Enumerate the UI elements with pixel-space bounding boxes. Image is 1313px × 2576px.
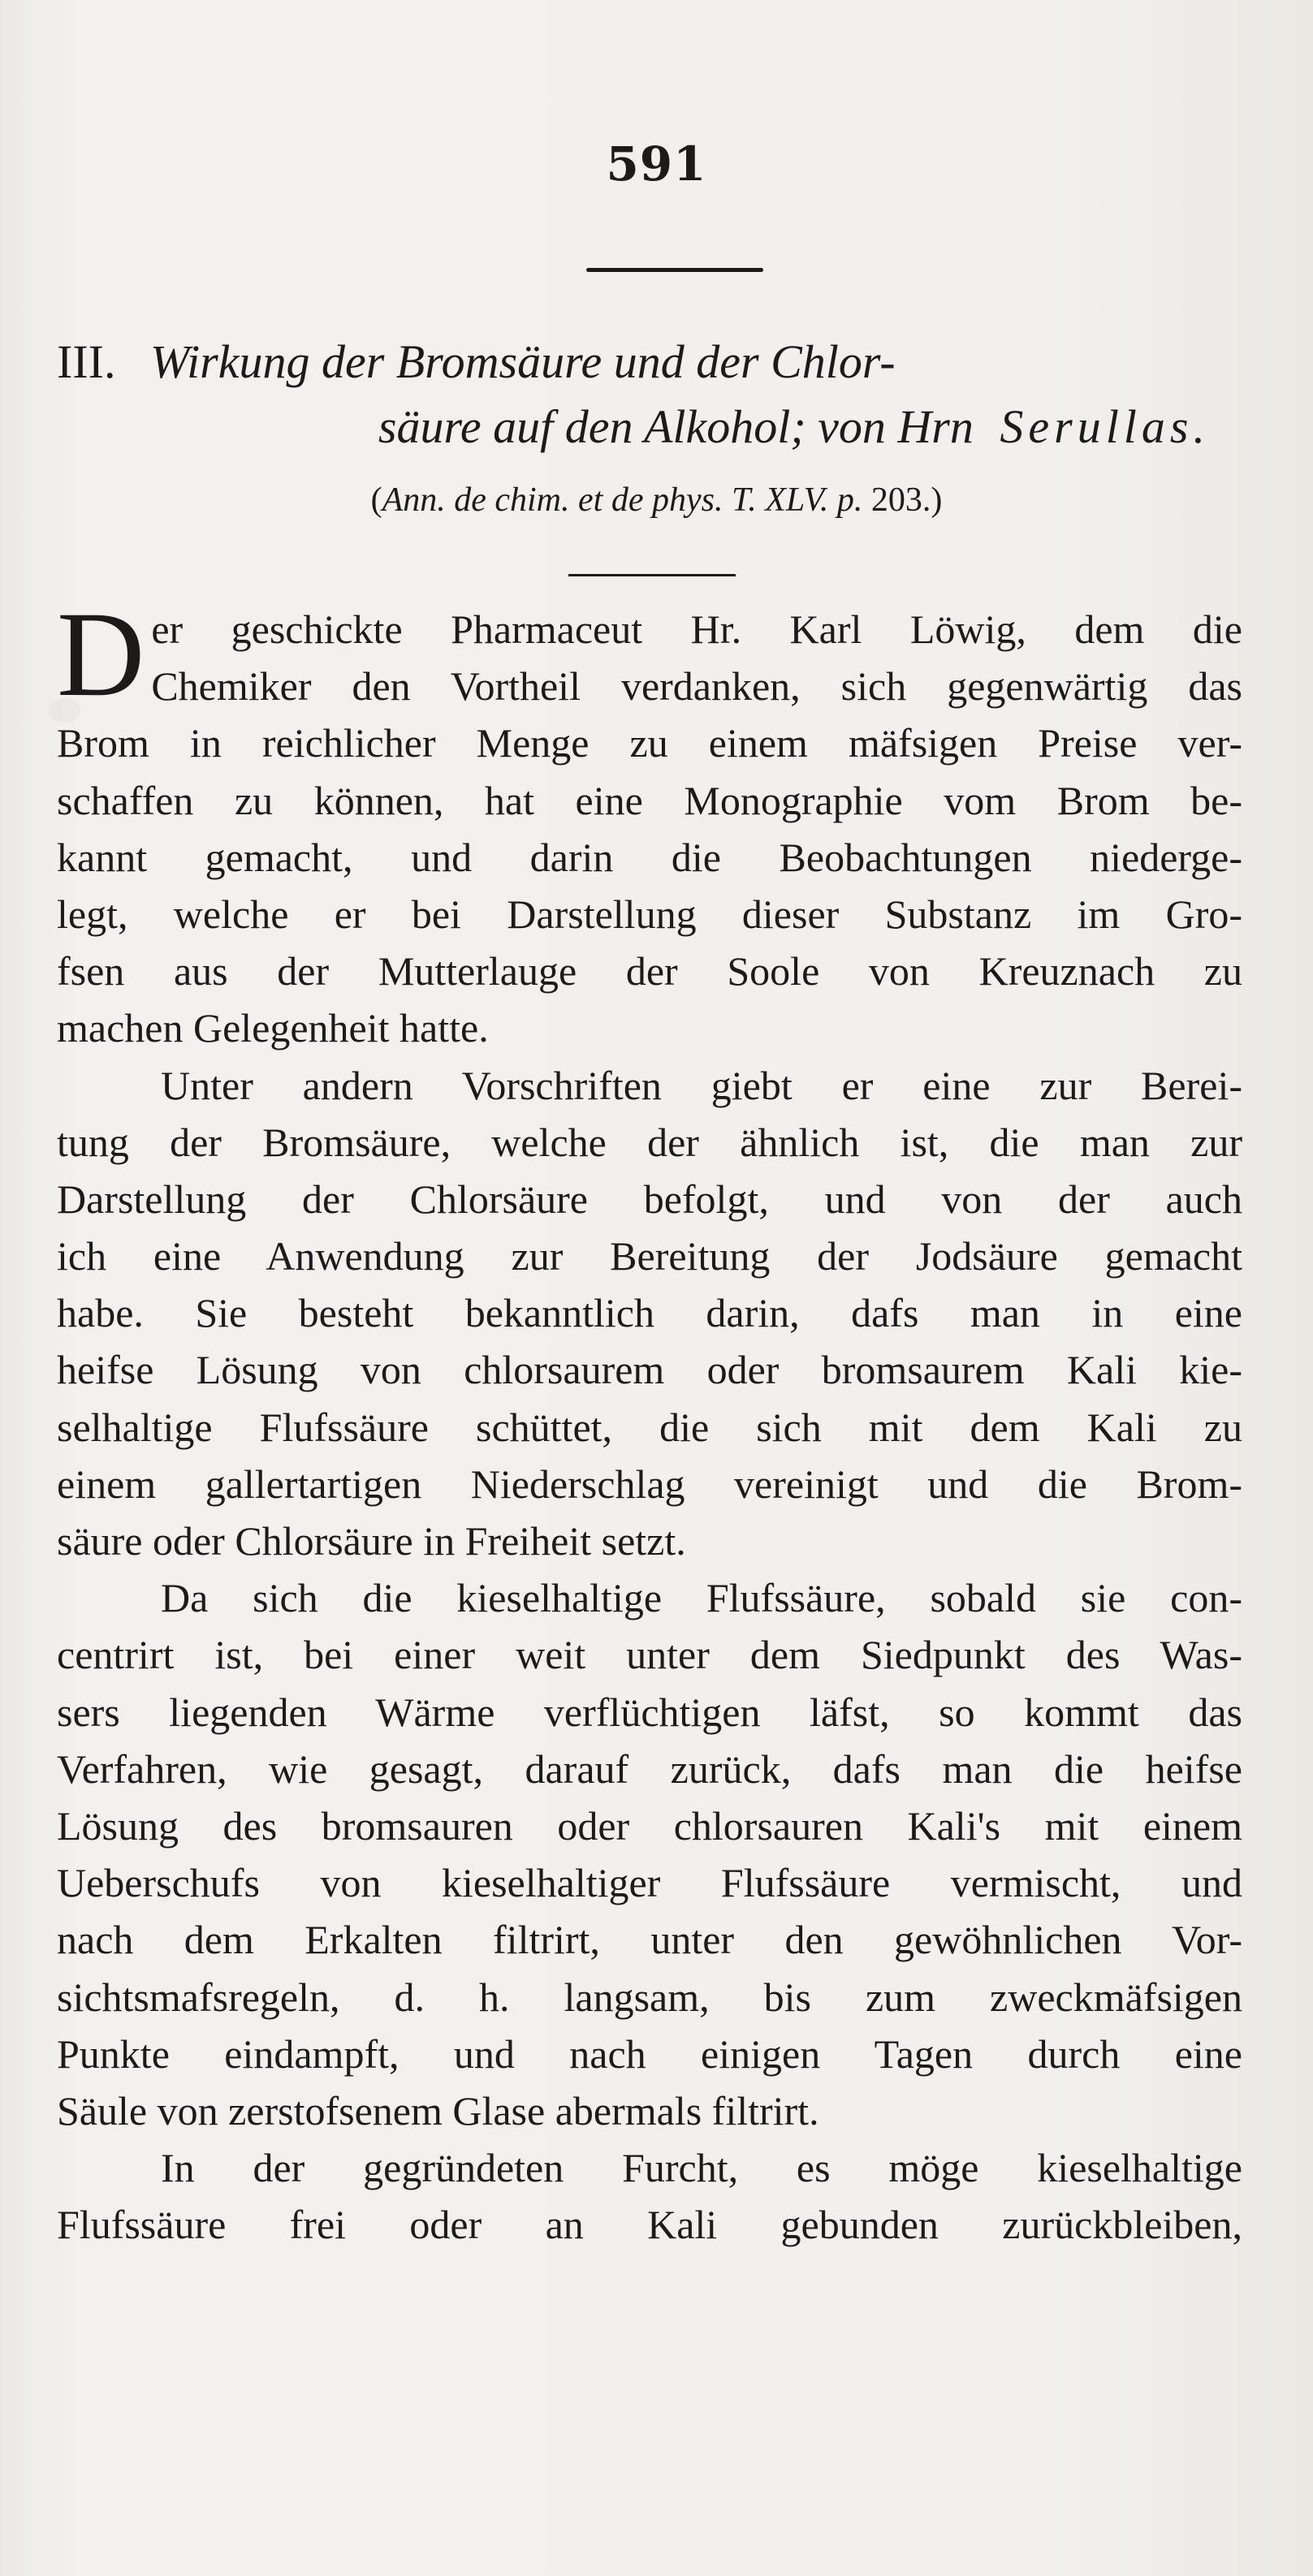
text-line: heifse Lösung von chlorsaurem oder bromsaurem Kali kie- — [57, 1347, 1242, 1393]
header-rule — [586, 268, 763, 272]
text-line: er geschickte Pharmaceut Hr. Karl Löwig, dem die — [151, 606, 1242, 652]
text-line: Ueberschufs von kieselhaltiger Flufssäure vermischt, und — [57, 1860, 1242, 1906]
text-line: fsen aus der Mutterlauge der Soole von Kreuznach zu — [57, 948, 1242, 995]
text-line: Punkte eindampft, und nach einigen Tagen durch eine — [57, 2030, 1242, 2077]
page-number: 591 — [606, 136, 707, 192]
text-line: machen Gelegenheit hatte. — [57, 1005, 489, 1051]
text-line: ich eine Anwendung zur Bereitung der Jodsäure gemacht — [57, 1233, 1242, 1279]
text-line: Darstellung der Chlorsäure befolgt, und von der auch — [57, 1176, 1242, 1222]
text-line: Lösung des bromsauren oder chlorsauren Kali's mit einem — [57, 1802, 1242, 1849]
source-journal: Ann. de chim. et de phys. — [382, 481, 723, 519]
source-citation: (Ann. de chim. et de phys. T. XLV. p. 203.) — [370, 481, 943, 519]
text-line: Brom in reichlicher Menge zu einem mäfsigen Preise ver- — [57, 720, 1242, 766]
text-line: selhaltige Flufssäure schüttet, die sich mit dem Kali zu — [57, 1404, 1242, 1450]
text-line: legt, welche er bei Darstellung dieser Substanz im Gro- — [57, 891, 1242, 937]
title-text-2: säure auf den Alkohol; von Hrn — [378, 400, 974, 453]
title-rule — [568, 574, 736, 576]
text-line: schaffen zu können, hat eine Monographie vom Brom be- — [57, 777, 1242, 823]
text-line: Unter andern Vorschriften giebt er eine zur Berei- — [161, 1062, 1242, 1108]
title-text-1: Wirkung der Bromsäure und der Chlor- — [149, 335, 896, 388]
text-line: tung der Bromsäure, welche der ähnlich ist, die man zur — [57, 1119, 1242, 1165]
text-line: centrirt ist, bei einer weit unter dem Siedpunkt des Was- — [57, 1632, 1242, 1678]
drop-cap: D — [57, 587, 145, 722]
text-line: sichtsmafsregeln, d. h. langsam, bis zum zweckmäfsigen — [57, 1974, 1242, 2020]
text-line: nach dem Erkalten filtrirt, unter den gewöhnlichen Vor- — [57, 1917, 1242, 1963]
text-line: Chemiker den Vortheil verdanken, sich gegenwärtig das — [151, 663, 1242, 710]
text-line: Verfahren, wie gesagt, darauf zurück, dafs man die heifse — [57, 1745, 1242, 1792]
article-body — [57, 587, 1242, 2253]
author-name: Serullas. — [1000, 400, 1210, 453]
text-line: Da sich die kieselhaltige Flufssäure, sobald sie con- — [161, 1575, 1242, 1621]
article-title-line-1 — [57, 331, 1259, 393]
source-volume: XLV. p. — [765, 481, 863, 519]
text-line: kannt gemacht, und darin die Beobachtungen niederge- — [57, 834, 1242, 880]
text-line: habe. Sie besteht bekanntlich darin, dafs man in eine — [57, 1290, 1242, 1336]
text-line: sers liegenden Wärme verflüchtigen läfst, so kommt das — [57, 1689, 1242, 1735]
text-line: Flufssäure frei oder an Kali gebunden zurückbleiben, — [57, 2202, 1242, 2248]
section-number: III. — [57, 335, 116, 388]
text-line: Säule von zerstofsenem Glase abermals filtrirt. — [57, 2087, 819, 2134]
source-page: 203. — [870, 481, 931, 519]
source-volume-label: T. — [731, 481, 757, 519]
text-line: säure oder Chlorsäure in Freiheit setzt. — [57, 1518, 686, 1564]
article-title-line-2 — [57, 396, 1210, 458]
text-line: einem gallertartigen Niederschlag vereinigt und die Brom- — [57, 1461, 1242, 1507]
text-line: In der gegründeten Furcht, es möge kieselhaltige — [161, 2145, 1242, 2191]
